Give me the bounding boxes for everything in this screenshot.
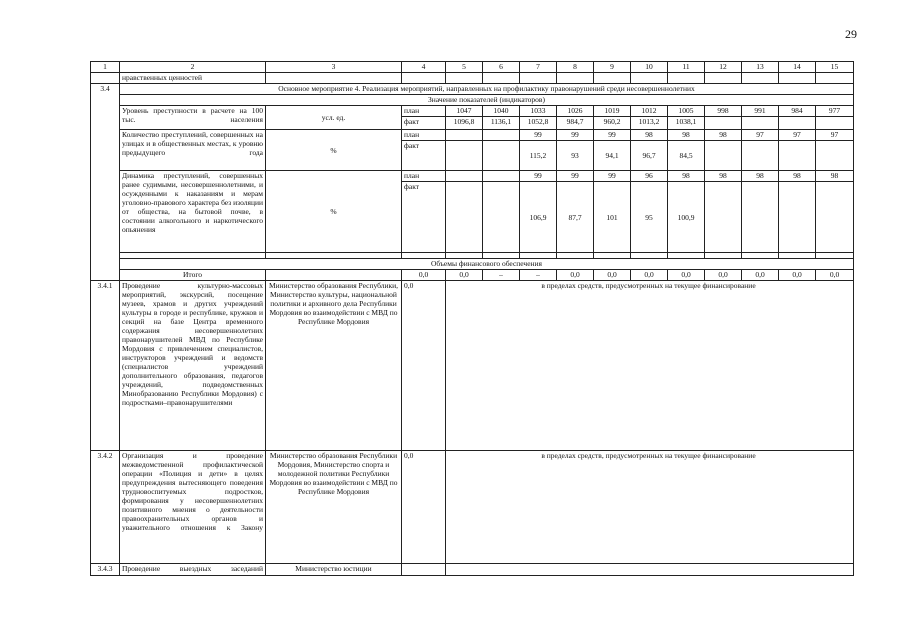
- fact-value: [779, 141, 816, 171]
- column-header-12: 12: [705, 62, 742, 73]
- fact-value: 1096,8: [446, 117, 483, 130]
- plan-value: 1005: [668, 106, 705, 117]
- fact-value: [816, 182, 854, 253]
- column-header-1: 1: [91, 62, 120, 73]
- plan-value: [446, 130, 483, 141]
- activity-note: [446, 564, 854, 576]
- activity-executor: Министерство образования Республики Мордовия, Министерство спорта и молодежной политики Республики Мордовия во взаимодействии с МВД по Республике Мордовия: [266, 451, 402, 564]
- fact-value: 115,2: [520, 141, 557, 171]
- activity-amount: 0,0: [402, 451, 446, 564]
- fact-value: 93: [557, 141, 594, 171]
- plan-value: [446, 171, 483, 182]
- fact-value: 1136,1: [483, 117, 520, 130]
- plan-value: 977: [816, 106, 854, 117]
- indicators-header-row: [91, 95, 854, 106]
- main-activity-number: 3.4: [91, 84, 120, 281]
- fact-value: [483, 141, 520, 171]
- indicators-header: Значение показателей (индикаторов): [120, 95, 854, 106]
- activity-executor: Министерство юстиции: [266, 564, 402, 576]
- total-value: 0,0: [446, 270, 483, 281]
- fact-value: [705, 141, 742, 171]
- page-number: 29: [845, 27, 857, 41]
- plan-value: 1012: [631, 106, 668, 117]
- total-value: –: [520, 270, 557, 281]
- plan-value: 98: [631, 130, 668, 141]
- indicator-unit: усл. ед.: [266, 106, 402, 130]
- continuation-text: нравственных ценностей: [120, 73, 266, 84]
- fact-label: факт: [402, 117, 446, 130]
- activity-row: [91, 281, 854, 451]
- fact-value: 84,5: [668, 141, 705, 171]
- plan-value: 99: [520, 130, 557, 141]
- fact-value: [742, 182, 779, 253]
- finance-header: Объемы финансового обеспечения: [120, 259, 854, 270]
- plan-value: [483, 130, 520, 141]
- plan-value: 97: [779, 130, 816, 141]
- plan-value: 98: [668, 171, 705, 182]
- plan-value: 99: [520, 171, 557, 182]
- plan-value: 1040: [483, 106, 520, 117]
- total-value: 0,0: [779, 270, 816, 281]
- column-header-2: 2: [120, 62, 266, 73]
- activity-number: 3.4.1: [91, 281, 120, 451]
- plan-label: план: [402, 130, 446, 141]
- indicator-unit: %: [266, 130, 402, 171]
- fact-value: 984,7: [557, 117, 594, 130]
- fact-value: 95: [631, 182, 668, 253]
- indicator-plan-row: [91, 106, 854, 117]
- column-header-10: 10: [631, 62, 668, 73]
- continuation-row: [91, 73, 854, 84]
- column-header-6: 6: [483, 62, 520, 73]
- fact-value: [705, 117, 742, 130]
- plan-value: 99: [594, 130, 631, 141]
- plan-value: 1033: [520, 106, 557, 117]
- column-header-11: 11: [668, 62, 705, 73]
- plan-value: 97: [816, 130, 854, 141]
- column-header-14: 14: [779, 62, 816, 73]
- activity-amount: [402, 564, 446, 576]
- column-header-7: 7: [520, 62, 557, 73]
- fact-value: [483, 182, 520, 253]
- plan-value: 98: [668, 130, 705, 141]
- column-header-4: 4: [402, 62, 446, 73]
- plan-value: 99: [557, 130, 594, 141]
- program-table: [90, 61, 854, 576]
- fact-value: 1013,2: [631, 117, 668, 130]
- column-header-13: 13: [742, 62, 779, 73]
- plan-value: 991: [742, 106, 779, 117]
- plan-label: план: [402, 171, 446, 182]
- total-value: 0,0: [742, 270, 779, 281]
- total-value: 0,0: [557, 270, 594, 281]
- fact-value: 87,7: [557, 182, 594, 253]
- column-header-9: 9: [594, 62, 631, 73]
- plan-value: 97: [742, 130, 779, 141]
- plan-value: 1026: [557, 106, 594, 117]
- plan-label: план: [402, 106, 446, 117]
- total-value: 0,0: [668, 270, 705, 281]
- activity-number: 3.4.3: [91, 564, 120, 576]
- indicator-plan-row: [91, 171, 854, 182]
- fact-value: [446, 182, 483, 253]
- fact-label: факт: [402, 141, 446, 171]
- main-activity-row: [91, 84, 854, 95]
- total-value: –: [483, 270, 520, 281]
- plan-value: 98: [779, 171, 816, 182]
- fact-value: 960,2: [594, 117, 631, 130]
- column-header-8: 8: [557, 62, 594, 73]
- finance-header-row: [91, 259, 854, 270]
- fact-value: [742, 117, 779, 130]
- plan-value: 984: [779, 106, 816, 117]
- fact-value: 1052,8: [520, 117, 557, 130]
- total-row: [91, 270, 854, 281]
- fact-value: 106,9: [520, 182, 557, 253]
- plan-value: 1047: [446, 106, 483, 117]
- plan-value: 99: [557, 171, 594, 182]
- activity-name: Проведение культурно-массовых мероприятий, экскурсий, посещение музеев, храмов и других учреждений культуры в городе и республике, кружков и секций на базе Центра временного содержания несовершеннолетних правонарушителей МВД по Республике Мордовия с привлечением специалистов, инструкторов учреждений и ведомств (специалистов учреждений дополнительного образования, педагогов учреждений, подведомственных Минобразованию Республики Мордовия) с подростками–правонарушителями: [120, 281, 266, 451]
- fact-label: факт: [402, 182, 446, 253]
- plan-value: 98: [705, 171, 742, 182]
- plan-value: 96: [631, 171, 668, 182]
- total-value: 0,0: [402, 270, 446, 281]
- activity-number: 3.4.2: [91, 451, 120, 564]
- fact-value: [816, 117, 854, 130]
- indicator-name: Количество преступлений, совершенных на улицах и в общественных местах, к уровню предыдущего года: [120, 130, 266, 171]
- fact-value: 100,9: [668, 182, 705, 253]
- total-value: 0,0: [816, 270, 854, 281]
- column-header-15: 15: [816, 62, 854, 73]
- plan-value: [483, 171, 520, 182]
- plan-value: 998: [705, 106, 742, 117]
- fact-value: 94,1: [594, 141, 631, 171]
- plan-value: 98: [816, 171, 854, 182]
- fact-value: 101: [594, 182, 631, 253]
- main-activity-title: Основное мероприятие 4. Реализация мероприятий, направленных на профилактику правонарушений среди несовершеннолетних: [120, 84, 854, 95]
- total-value: 0,0: [631, 270, 668, 281]
- activity-note: в пределах средств, предусмотренных на текущее финансирование: [446, 281, 854, 451]
- indicator-name: Уровень преступности в расчете на 100 тыс. населения: [120, 106, 266, 130]
- activity-name: Организация и проведение межведомственной профилактической операции «Полиция и дети» в целях предупреждения вытесняющего поведения трудновоспитуемых подростков, формирования у несовершеннолетних позитивного мнения о деятельности правоохранительных органов и уважительного отношения к Закону: [120, 451, 266, 564]
- activity-row: [91, 564, 854, 576]
- fact-value: [705, 182, 742, 253]
- fact-value: 96,7: [631, 141, 668, 171]
- fact-value: [779, 117, 816, 130]
- activity-note: в пределах средств, предусмотренных на текущее финансирование: [446, 451, 854, 564]
- total-value: 0,0: [594, 270, 631, 281]
- fact-value: 1038,1: [668, 117, 705, 130]
- plan-value: 1019: [594, 106, 631, 117]
- total-label: Итого: [120, 270, 266, 281]
- plan-value: 98: [705, 130, 742, 141]
- column-header-3: 3: [266, 62, 402, 73]
- indicator-name: Динамика преступлений, совершенных ранее судимыми, несовершеннолетними, и осужденными к наказаниям и мерам уголовно-правового характера без изоляции от общества, на бытовой почве, в состоянии алкогольного и наркотического опьянения: [120, 171, 266, 253]
- fact-value: [816, 141, 854, 171]
- plan-value: 98: [742, 171, 779, 182]
- indicator-plan-row: [91, 130, 854, 141]
- activity-amount: 0,0: [402, 281, 446, 451]
- total-value: 0,0: [705, 270, 742, 281]
- column-header-5: 5: [446, 62, 483, 73]
- activity-row: [91, 451, 854, 564]
- fact-value: [742, 141, 779, 171]
- activity-name: Проведение выездных заседаний: [120, 564, 266, 576]
- indicator-unit: %: [266, 171, 402, 253]
- fact-value: [779, 182, 816, 253]
- column-header-row: [91, 62, 854, 73]
- plan-value: 99: [594, 171, 631, 182]
- activity-executor: Министерство образования Республики, Министерство культуры, национальной политики и архивного дела Республики Мордовия во взаимодействии с МВД по Республике Мордовия: [266, 281, 402, 451]
- fact-value: [446, 141, 483, 171]
